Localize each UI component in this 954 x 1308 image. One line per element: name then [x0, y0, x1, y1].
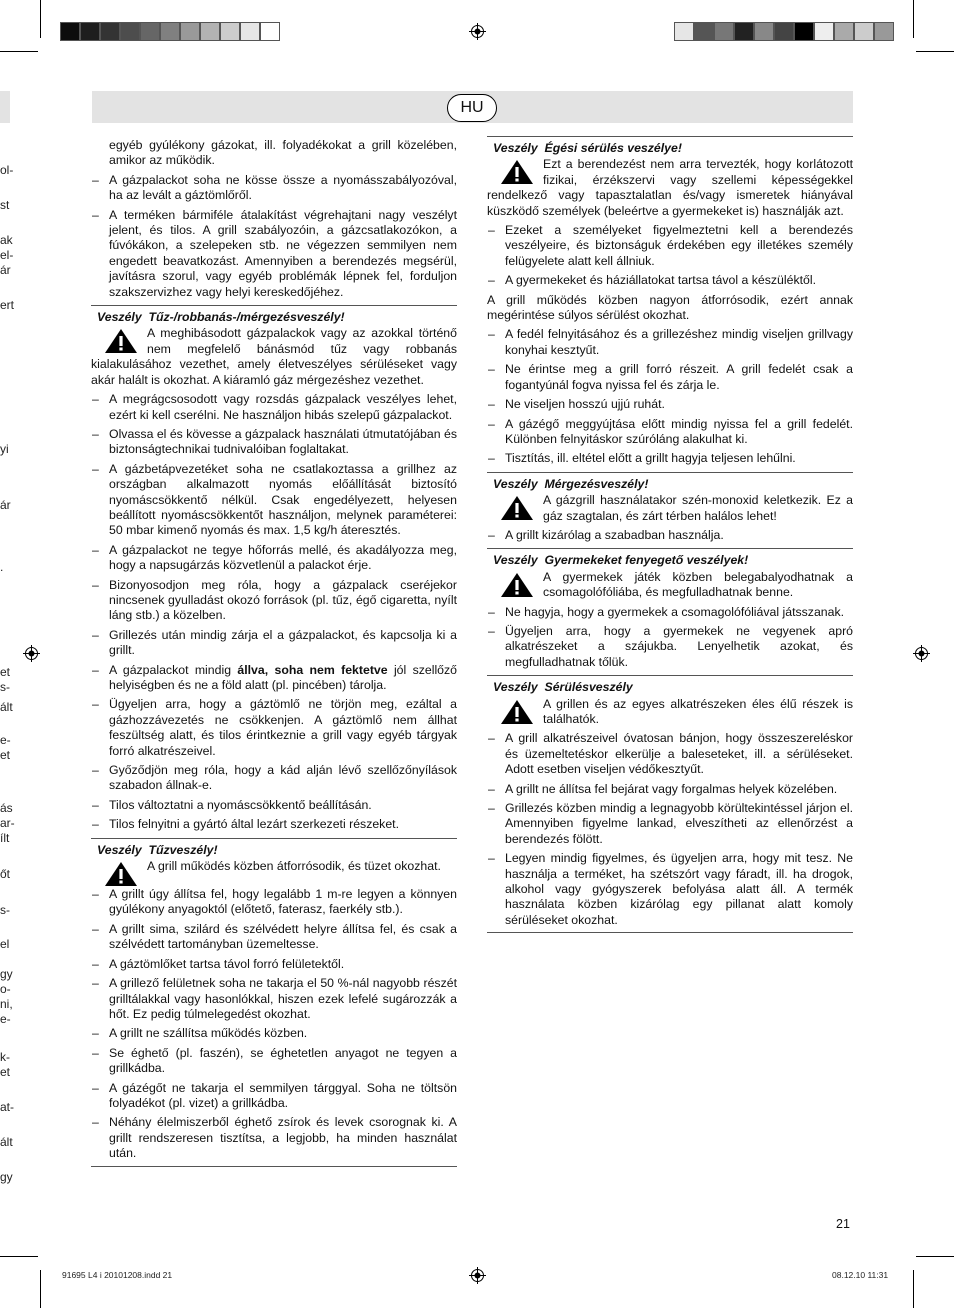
list-item: – Legyen mindig figyelmes, és ügyeljen arra, hogy mit tesz. Ne használja a terméket, ha szétszórt vagy fáradt, ill. ha drogok, alkohol vagy gyógyszerek befolyása alatt áll. A termék használata közben kizárólag egy pillanat alatt komoly sérüléseket okozhat. — [487, 851, 853, 928]
edge-text-fragment: ílt — [0, 831, 10, 845]
list-item: – A gyermekeket és háziállatokat tartsa távol a készüléktől. — [487, 273, 853, 288]
list-item: – Ezeket a személyeket figyelmeztetni kell a berendezés veszélyeire, és biztonságuk érdekében egy illetékes személy felügyelete alatt kell állniuk. — [487, 223, 853, 269]
safety-list — [487, 223, 853, 289]
left-column — [91, 138, 457, 1171]
warning-triangle-icon — [499, 495, 535, 521]
edge-text-fragment: ol- — [0, 163, 14, 177]
crop-mark — [40, 0, 41, 38]
language-badge: HU — [447, 94, 497, 122]
paragraph: A grill működés közben nagyon átforrósodik, ezért annak megérintése súlyos sérülést okozhat. — [487, 292, 853, 323]
list-item: – A gázégőt ne takarja el semmilyen tárggyal. Soha ne töltsön folyadékot (pl. vizet) a grillkádba. — [91, 1081, 457, 1112]
edge-text-fragment: őt — [0, 867, 11, 881]
crop-mark — [916, 1256, 954, 1257]
edge-text-fragment: ni, — [0, 997, 13, 1011]
edge-text-fragment: yi — [0, 442, 9, 456]
edge-text-fragment: ert — [0, 298, 15, 312]
edge-text-fragment: et — [0, 665, 11, 679]
safety-list — [487, 528, 853, 543]
list-item: – Bizonyosodjon meg róla, hogy a gázpalack cseréjekor nincsenek gyulladást okozó források (pl. tűz, égő cigaretta, nyílt láng stb.) a közelben. — [91, 578, 457, 624]
danger-heading: Veszély Mérgezésveszély! — [493, 476, 649, 491]
crop-mark — [913, 1270, 914, 1308]
list-item: – A grillt kizárólag a szabadban használja. — [487, 528, 853, 543]
edge-text-fragment: ált — [0, 1135, 13, 1149]
list-item: – A gázpalackot soha ne kösse össze a nyomásszabályozóval, ha az levált a gáztömlőről. — [91, 173, 457, 204]
edge-text-fragment: e- — [0, 733, 11, 747]
edge-text-fragment: k- — [0, 1050, 10, 1064]
edge-text-fragment: et — [0, 1065, 11, 1079]
list-item: – A grillt ne szállítsa működés közben. — [91, 1026, 457, 1041]
list-item: – Ne viseljen hosszú ujjú ruhát. — [487, 397, 853, 412]
list-item: – Győződjön meg róla, hogy a kád alján lévő szellőzőnyílások szabadon állnak-e. — [91, 763, 457, 794]
warning-triangle-icon — [103, 861, 139, 887]
list-item: – Grillezés után mindig zárja el a gázpalackot, és kapcsolja ki a grillt. — [91, 628, 457, 659]
list-item: – Tilos felnyitni a gyártó által lezárt szerkezeti részeket. — [91, 817, 457, 832]
list-item: – A grillt úgy állítsa fel, hogy legalább 1 m-re legyen a könnyen gyúlékony anyagoktól (előtető, faterasz, faerkély stb.). — [91, 887, 457, 918]
list-item: – Se éghető (pl. faszén), se éghetetlen anyagot ne tegyen a grillkádba. — [91, 1046, 457, 1077]
list-item: – Tisztítás, ill. eltétel előtt a grillt hagyja teljesen lehűlni. — [487, 451, 853, 466]
crop-mark — [913, 0, 914, 38]
danger-text: Ezt a berendezést nem arra tervezték, hogy korlátozott fizikai, érzékszervi vagy szellemi képességekkel rendelkező vagy tapasztalatlan és/vagy ismeretek hiányával küszködő személyek (beleértve a gyermekeket is) használják azt. — [487, 157, 853, 218]
danger-text: A gázgrill használatakor szén-monoxid keletkezik. Ez a gáz szagtalan, és zárt térben halálos lehet! — [543, 493, 853, 523]
edge-text-fragment: s- — [0, 903, 10, 917]
danger-heading: Veszély Sérülésveszély — [493, 680, 633, 695]
edge-text-fragment: gy — [0, 967, 13, 981]
list-item: – A grillt sima, szilárd és szélvédett helyre állítsa fel, és csak a szélvédett tartományban üzemeltesse. — [91, 922, 457, 953]
list-item: – A grillt ne állítsa fel bejárat vagy forgalmas helyek közelében. — [487, 782, 853, 797]
footer-filename: 91695 L4 i 20101208.indd 21 — [62, 1270, 173, 1280]
danger-text: A grill működés közben átforrósodik, és tüzet okozhat. — [147, 859, 441, 874]
list-item: – Néhány élelmiszerből éghető zsírok és levek csorognak ki. A grillt rendszeresen tisztítsa, a legjobb, ha minden használat után. — [91, 1115, 457, 1161]
previous-page-band — [0, 91, 10, 123]
edge-text-fragment: ak — [0, 233, 13, 247]
safety-list — [487, 731, 853, 928]
danger-heading: Veszély Égési sérülés veszélye! — [493, 141, 682, 155]
crop-mark — [0, 51, 38, 52]
list-item: – A gáztömlőket tartsa távol forró felületektől. — [91, 957, 457, 972]
list-item: – A megrágcsosodott vagy rozsdás gázpalack veszélyes lehet, ezért ki kell cserélni. Ne használjon hibás szelepű gázpalackot. — [91, 392, 457, 423]
list-item: – A gázégő meggyújtása előtt mindig nyissa fel a grill fedelét. Különben felnyitáskor szúróláng alakulhat ki. — [487, 417, 853, 448]
edge-text-fragment: s- — [0, 680, 10, 694]
edge-text-fragment: at- — [0, 1100, 15, 1114]
list-item: egyéb gyúlékony gázokat, ill. folyadékokat a grill közelében, amikor az működik. — [109, 138, 457, 168]
edge-text-fragment: o- — [0, 982, 11, 996]
list-item: – Olvassa el és kövesse a gázpalack használati útmutatójában és biztonságtechnikai tudnivalóiban foglaltakat. — [91, 427, 457, 458]
list-item: – Ne érintse meg a grill forró részeit. A grill fedelét csak a fogantyúnál fogva nyissa fel és zárja le. — [487, 362, 853, 393]
warning-triangle-icon — [103, 328, 139, 354]
danger-text: A gyermekek játék közben belegabalyodhatnak a csomagolófóliába, és megfulladhatnak benne. — [543, 569, 853, 600]
print-color-bar-left — [60, 22, 280, 41]
danger-heading: Veszély Tűz-/robbanás-/mérgezésveszély! — [97, 310, 345, 325]
warning-triangle-icon — [499, 159, 535, 185]
edge-text-fragment: el- — [0, 248, 14, 262]
danger-text: A grillen és az egyes alkatrészeken éles élű részek is találhatók. — [543, 696, 853, 726]
registration-mark-icon — [913, 645, 930, 662]
list-item: – Ügyeljen arra, hogy a gyermekek ne vegyenek apró alkatrészeket a szájukba. Lenyelhetik azokat, és megfulladhatnak tőlük. — [487, 624, 853, 670]
danger-text: A meghibásodott gázpalackok vagy az azokkal történő nem megfelelő bánásmód tűz vagy robbanás kialakulásához vezethet, amely életveszélyes sérüléseket vagy akár halált is okozhat. A kiáramló gáz mérgezéshez vezethet. — [91, 326, 457, 387]
edge-text-fragment: ár — [0, 498, 11, 512]
list-item: – A fedél felnyitásához és a grillezéshez mindig viseljen grillvagy konyhai kesztyűt. — [487, 327, 853, 358]
safety-list — [487, 327, 853, 466]
list-item: – Ne hagyja, hogy a gyermekek a csomagolófóliával játsszanak. — [487, 605, 853, 620]
edge-text-fragment: e- — [0, 1012, 11, 1026]
list-item: – A gázpalackot mindig állva, soha nem fektetve jól szellőző helyiségben és ne a föld alatt (pl. pincében) tárolja. — [91, 663, 457, 694]
crop-mark — [0, 1256, 38, 1257]
warning-triangle-icon — [499, 572, 535, 598]
safety-list — [91, 887, 457, 1162]
print-color-bar-right — [674, 22, 894, 41]
edge-text-fragment: ar- — [0, 816, 15, 830]
list-item: – A gázpalackot ne tegye hőforrás mellé, és akadályozza meg, hogy a napsugárzás közvetlenül a palackot érje. — [91, 543, 457, 574]
safety-list — [91, 392, 457, 659]
list-item: – A grill alkatrészeivel óvatosan bánjon, hogy összeszereléskor és üzemeltetéskor elkerülje a baleseteket, ill. a sérüléseket. Adott esetben viseljen védőkesztyűt. — [487, 731, 853, 777]
safety-list — [487, 605, 853, 671]
edge-text-fragment: ár — [0, 263, 11, 277]
safety-list — [91, 697, 457, 832]
edge-text-fragment: gy — [0, 1170, 13, 1184]
list-item: – A terméken bármiféle átalakítást végrehajtani nagy veszélyt jelent, és tilos. A grill szabályozóin, a gázcsatlakozókon, a fúvókákon, a szelepeken stb. ne végezzen semmilyen nem engedett beavatkozást. Amennyiben a berendezés megsérül, javításra szorul, vagy egyéb problémák lépnek fel, forduljon szakszervizhez vagy helyi kereskedőjéhez. — [91, 208, 457, 300]
registration-mark-icon — [469, 23, 486, 40]
edge-text-fragment: ás — [0, 801, 13, 815]
footer-date: 08.12.10 11:31 — [832, 1270, 889, 1280]
danger-heading: Veszély Gyermekeket fenyegető veszélyek! — [493, 553, 749, 568]
edge-text-fragment: st — [0, 198, 10, 212]
list-item: – Grillezés közben mindig a legnagyobb körültekintéssel járjon el. Amennyiben figyelme lankad, elveszítheti az ellenőrzést a berendezés fölött. — [487, 801, 853, 847]
edge-text-fragment: el — [0, 937, 10, 951]
right-column — [487, 136, 853, 937]
page-number: 21 — [836, 1217, 850, 1231]
crop-mark — [40, 1270, 41, 1308]
danger-heading: Veszély Tűzveszély! — [97, 842, 218, 857]
registration-mark-icon — [469, 1267, 486, 1284]
list-item: – Ügyeljen arra, hogy a gáztömlő ne törjön meg, ezáltal a gázhozzávezetés ne csökkenjen. A gáztömlő nem állhat feszültség alatt, és tilos érintkeznie a grill vagy egyéb tárgyak forró alkatrészeivel. — [91, 697, 457, 759]
registration-mark-icon — [23, 645, 40, 662]
list-item: – A grillező felületnek soha ne takarja el 50 %-nál nagyobb részét grilltálakkal vagy hasonlókkal, hiszen ezek lefelé sugározzák a hőt. Ez pedig túlmelegedést okozhat. — [91, 976, 457, 1022]
safety-list — [91, 173, 457, 300]
edge-text-fragment: . — [0, 560, 4, 574]
list-item: – Tilos változtatni a nyomáscsökkentő beállításán. — [91, 798, 457, 813]
edge-text-fragment: et — [0, 748, 11, 762]
list-item: – A gázbetápvezetéket soha ne csatlakoztassa a grillhez az országban alkalmazott nyomás előállítását biztosító nyomáscsökkentő nélkül. Csak engedélyezett, helyesen beállított nyomáscsökkentőt használjon, melynek paraméterei: 50 mbar kimenő nyomás és max. 1,5 kg/h áteresztés. — [91, 462, 457, 539]
warning-triangle-icon — [499, 699, 535, 725]
edge-text-fragment: ált — [0, 700, 13, 714]
crop-mark — [916, 51, 954, 52]
